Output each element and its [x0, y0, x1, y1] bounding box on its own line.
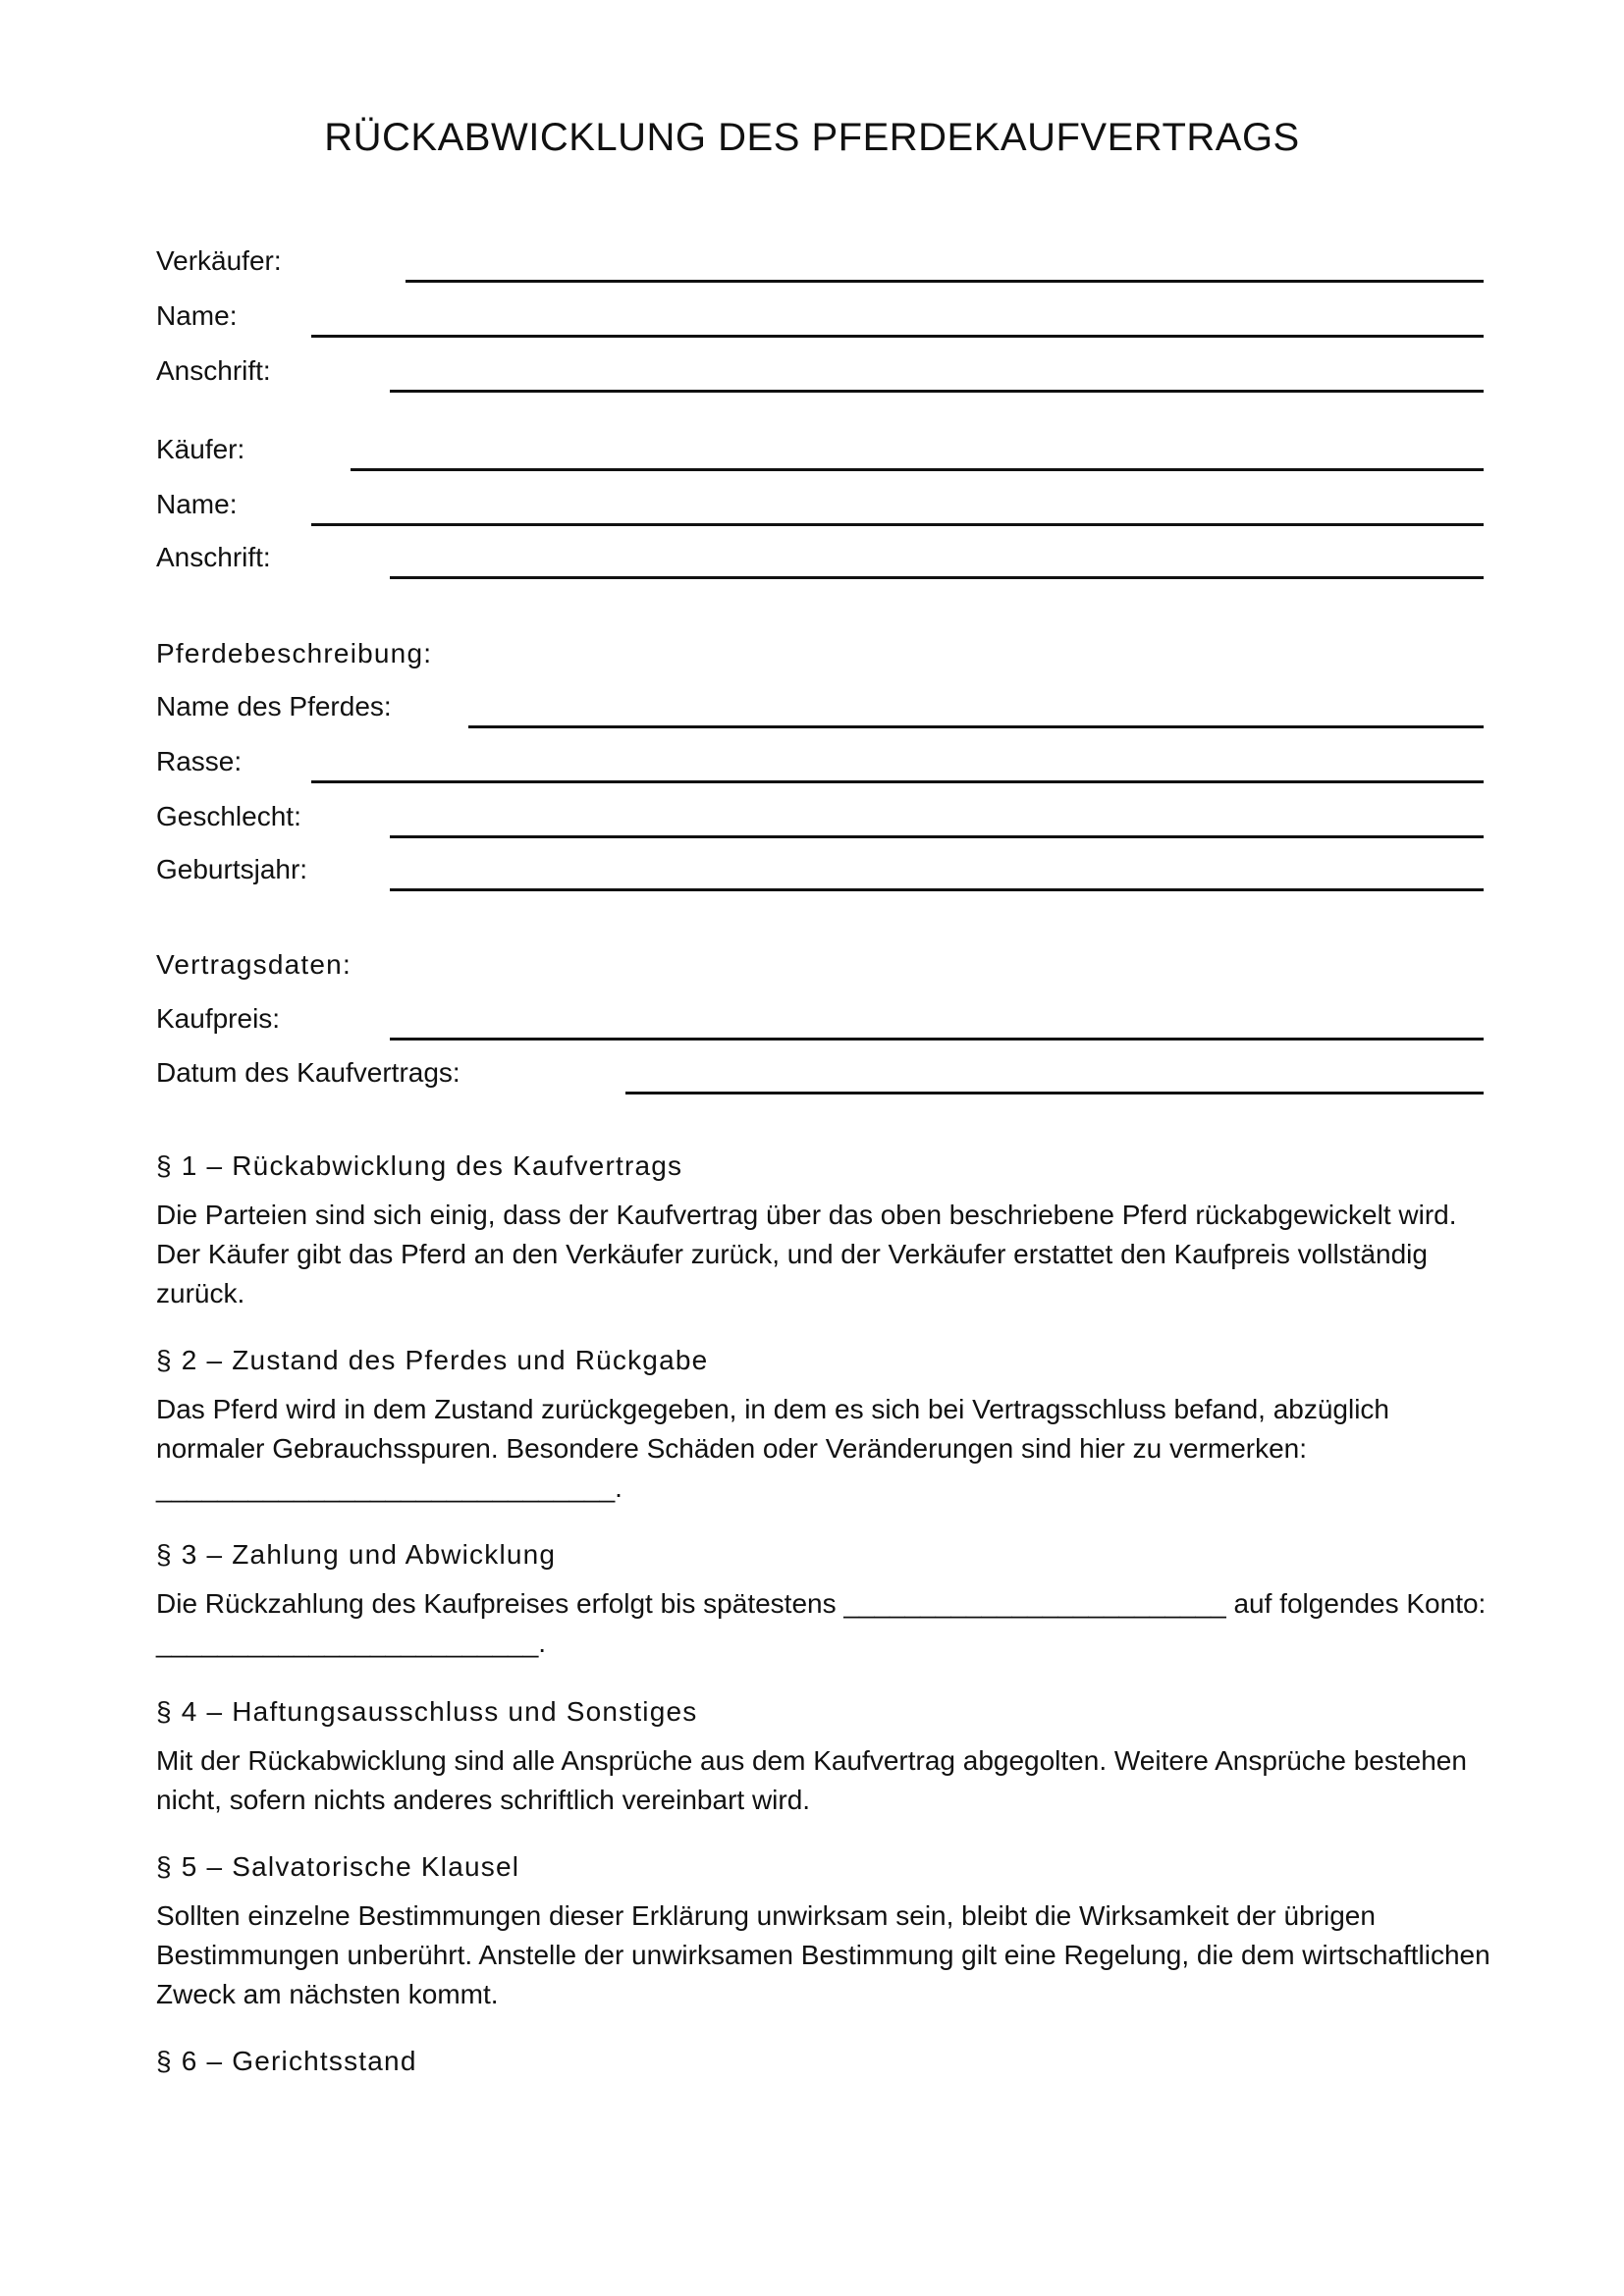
seller-field-row [156, 243, 1484, 283]
horse-birthyear-line[interactable] [390, 888, 1484, 891]
section-2-heading: § 2 – Zustand des Pferdes und Rückgabe [156, 1345, 709, 1375]
section-4-heading: § 4 – Haftungsausschluss und Sonstiges [156, 1696, 698, 1727]
buyer-address-row [156, 540, 1484, 579]
horse-birthyear-row [156, 852, 1484, 891]
horse-birthyear-label: Geburtsjahr: [156, 854, 308, 884]
horse-name-label: Name des Pferdes: [156, 691, 392, 721]
section-3-text: Die Rückzahlung des Kaufpreises erfolgt bis spätestens _________________________ auf folgendes Konto: _________________________. [156, 1588, 1487, 1658]
section-5-heading: § 5 – Salvatorische Klausel [156, 1851, 520, 1882]
contract-date-row [156, 1055, 1484, 1095]
horse-sex-label: Geschlecht: [156, 801, 301, 831]
buyer-name-line[interactable] [311, 523, 1484, 526]
section-5-text: Sollten einzelne Bestimmungen dieser Erklärung unwirksam sein, bleibt die Wirksamkeit der übrigen Bestimmungen unberührt. Anstelle der unwirksamen Bestimmung gilt eine Regelung, die dem wirtschaftlichen Zweck am nächsten kommt. [156, 1900, 1490, 2009]
horse-name-row [156, 689, 1484, 728]
seller-line[interactable] [406, 280, 1484, 283]
horse-name-line[interactable] [468, 725, 1484, 728]
horse-breed-row [156, 744, 1484, 783]
section-3-heading: § 3 – Zahlung und Abwicklung [156, 1539, 557, 1570]
buyer-label: Käufer: [156, 434, 245, 464]
seller-name-label: Name: [156, 300, 238, 331]
buyer-name-row [156, 487, 1484, 526]
section-2-text: Das Pferd wird in dem Zustand zurückgegeben, in dem es sich bei Vertragsschluss befand, abzüglich normaler Gebrauchsspuren. Besondere Schäden oder Veränderungen sind hier zu vermerken: ______________________________. [156, 1394, 1390, 1503]
seller-address-label: Anschrift: [156, 355, 271, 386]
section-1-text: Die Parteien sind sich einig, dass der Kaufvertrag über das oben beschriebene Pferd rückabgewickelt wird. Der Käufer gibt das Pferd an den Verkäufer zurück, und der Verkäufer erstattet den Kaufpreis vollständig zurück. [156, 1200, 1457, 1308]
contract-date-label: Datum des Kaufvertrags: [156, 1057, 460, 1088]
seller-name-line[interactable] [311, 335, 1484, 338]
section-4-text: Mit der Rückabwicklung sind alle Ansprüche aus dem Kaufvertrag abgegolten. Weitere Ansprüche bestehen nicht, sofern nichts anderes schriftlich vereinbart wird. [156, 1745, 1467, 1815]
seller-address-line[interactable] [390, 390, 1484, 393]
section-1-heading: § 1 – Rückabwicklung des Kaufvertrags [156, 1150, 683, 1181]
price-label: Kaufpreis: [156, 1003, 281, 1034]
seller-address-row [156, 353, 1484, 393]
seller-name-row [156, 298, 1484, 338]
seller-label: Verkäufer: [156, 245, 282, 276]
contract-date-line[interactable] [625, 1092, 1484, 1095]
horse-breed-label: Rasse: [156, 746, 243, 776]
contract-heading: Vertragsdaten: [156, 949, 352, 980]
buyer-address-line[interactable] [390, 576, 1484, 579]
horse-sex-row [156, 799, 1484, 838]
horse-heading: Pferdebeschreibung: [156, 638, 433, 668]
section-6-heading: § 6 – Gerichtsstand [156, 2046, 417, 2076]
buyer-name-label: Name: [156, 489, 238, 519]
price-line[interactable] [390, 1038, 1484, 1041]
price-row [156, 1001, 1484, 1041]
buyer-address-label: Anschrift: [156, 542, 271, 572]
horse-breed-line[interactable] [311, 780, 1484, 783]
buyer-field-row [156, 432, 1484, 471]
buyer-line[interactable] [351, 468, 1484, 471]
document-title: RÜCKABWICKLUNG DES PFERDEKAUFVERTRAGS [324, 116, 1300, 159]
horse-sex-line[interactable] [390, 835, 1484, 838]
